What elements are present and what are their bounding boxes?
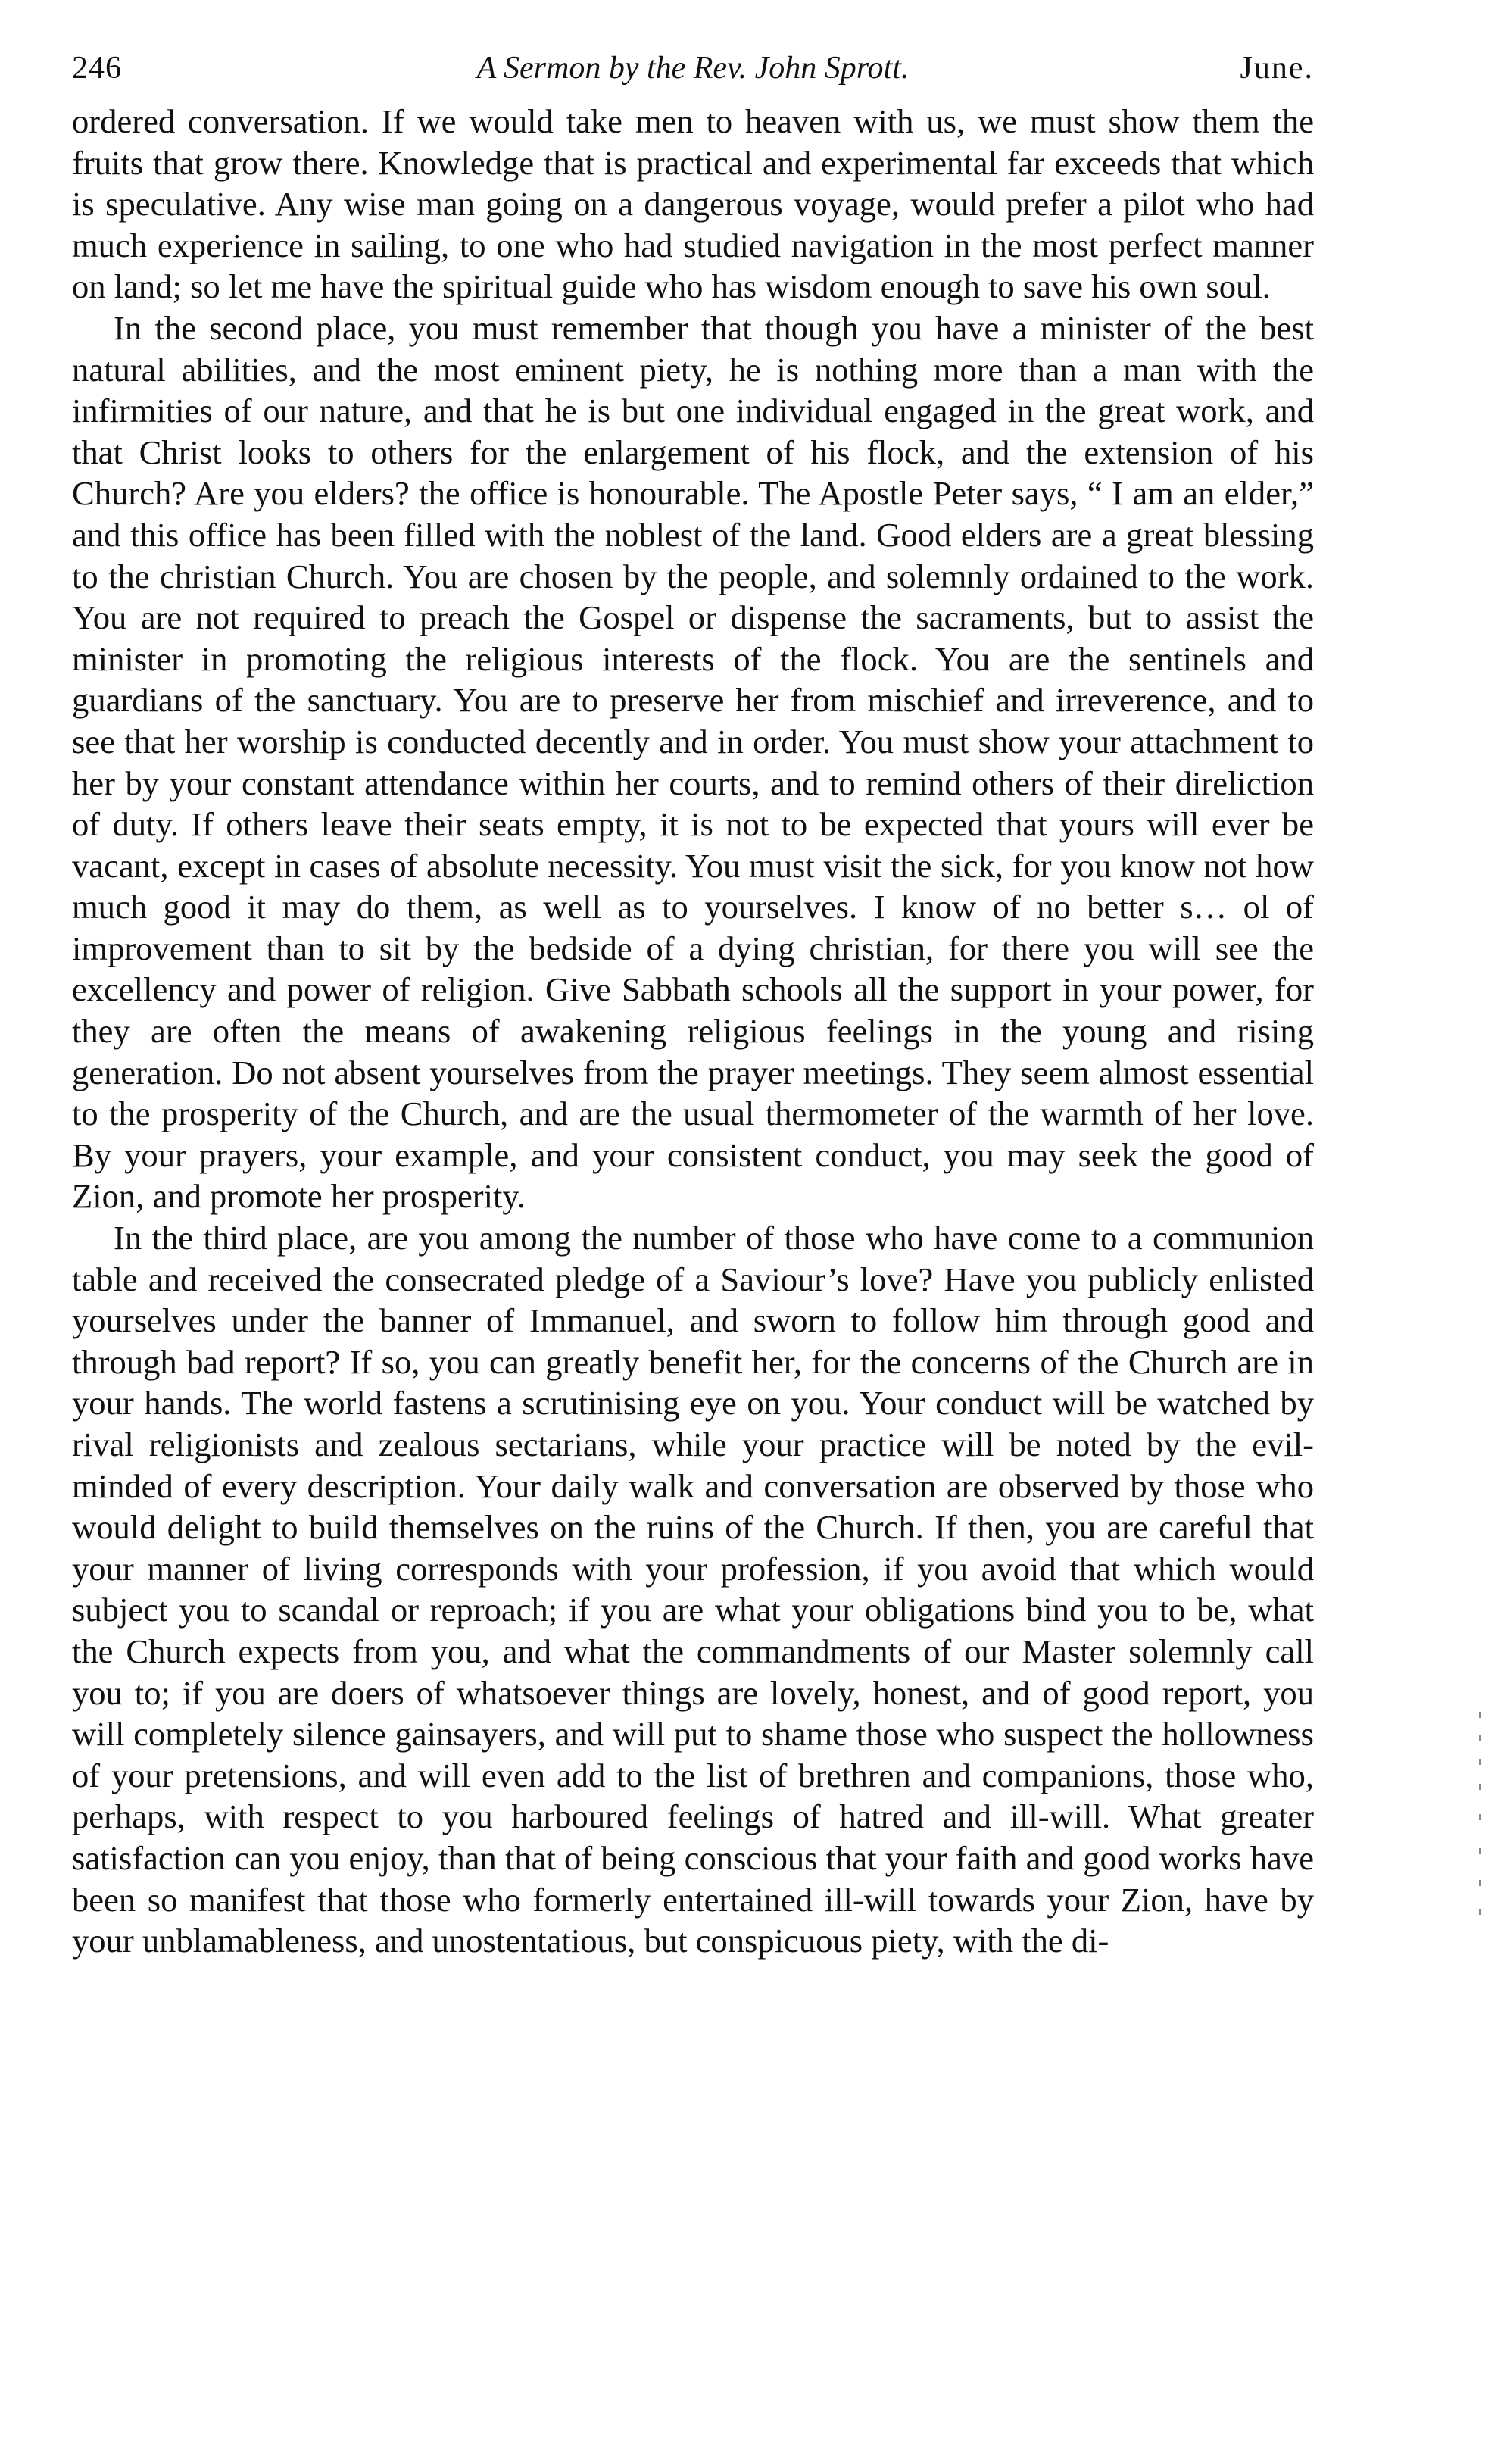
paragraph-second-place: In the second place, you must remember that though you have a minister of the best natural abilities, and the most eminent piety, he is nothing more than a man with the infirmities of our nature, and that he is but one individual engaged in the great work, and that Christ looks to others for the enlargement of his flock, and the extension of his Church? Are you elders? the office is honourable. The Apostle Peter says, “ I am an elder,” and this office has been filled with the noblest of the land. Good elders are a great blessing to the christian Church. You are chosen by the people, and solemnly ordained to the work. You are not required to preach the Gospel or dispense the sacraments, but to assist the minister in promoting the religious interests of the flock. You are the sentinels and guardians of the sanctuary. You are to preserve her from mischief and irreverence, and to see that her worship is conducted decently and in order. You must show your attachment to her by your constant attendance within her courts, and to remind others of their direliction of duty. If others leave their seats empty, it is not to be expected that yours will ever be vacant, except in cases of absolute necessity. You must visit the sick, for you know not how much good it may do them, as well as to yourselves. I know of no better s… ol of improvement than to sit by the bedside of a dying christian, for there you will see the excellency and power of religion. Give Sabbath schools all the support in your power, for they are often the means of awakening religious feelings in the young and rising generation. Do not absent yourselves from the prayer meetings. They seem almost essential to the prosperity of the Church, and are the usual thermometer of the warmth of her love. By your prayers, your example, and your consistent conduct, you may seek the good of Zion, and promote her prosperity. — [72, 308, 1314, 1216]
running-month: June. — [1240, 51, 1314, 86]
book-page — [72, 42, 1314, 1962]
paragraph-continuation: ordered conversation. If we would take men to heaven with us, we must show them the fruits that grow there. Knowledge that is practical and experimental far exceeds that which is speculative. Any wise man going on a dangerous voyage, would prefer a pilot who had much experience in sailing, to one who had studied navigation in the most perfect manner on land; so let me have the spiritual guide who has wisdom enough to save his own soul. — [72, 102, 1314, 306]
margin-marks — [1473, 1712, 1488, 1924]
body-text — [72, 101, 1314, 1962]
running-title: A Sermon by the Rev. John Sprott. — [476, 51, 910, 86]
running-head — [72, 42, 1314, 95]
paragraph-third-place: In the third place, are you among the number of those who have come to a communion table and received the consecrated pledge of a Saviour’s love? Have you publicly enlisted yourselves under the banner of Immanuel, and sworn to follow him through good and through bad report? If so, you can greatly benefit her, for the concerns of the Church are in your hands. The world fastens a scrutinising eye on you. Your conduct will be watched by rival religionists and zealous sectarians, while your practice will be noted by the evil-minded of every description. Your daily walk and conversation are observed by those who would delight to build themselves on the ruins of the Church. If then, you are careful that your manner of living corresponds with your profession, if you avoid that which would subject you to scandal or reproach; if you are what your obligations bind you to be, what the Church expects from you, and what the commandments of our Master solemnly call you to; if you are doers of whatsoever things are lovely, honest, and of good report, you will completely silence gainsayers, and will put to shame those who suspect the hollowness of your pretensions, and will even add to the list of brethren and companions, those who, perhaps, with respect to you harboured feelings of hatred and ill-will. What greater satisfaction can you enjoy, than that of being conscious that your faith and good works have been so manifest that those who formerly entertained ill-will towards your Zion, have by your unblamableness, and unostentatious, but conspicuous piety, with the di- — [72, 1219, 1314, 1960]
page-number: 246 — [72, 51, 122, 86]
